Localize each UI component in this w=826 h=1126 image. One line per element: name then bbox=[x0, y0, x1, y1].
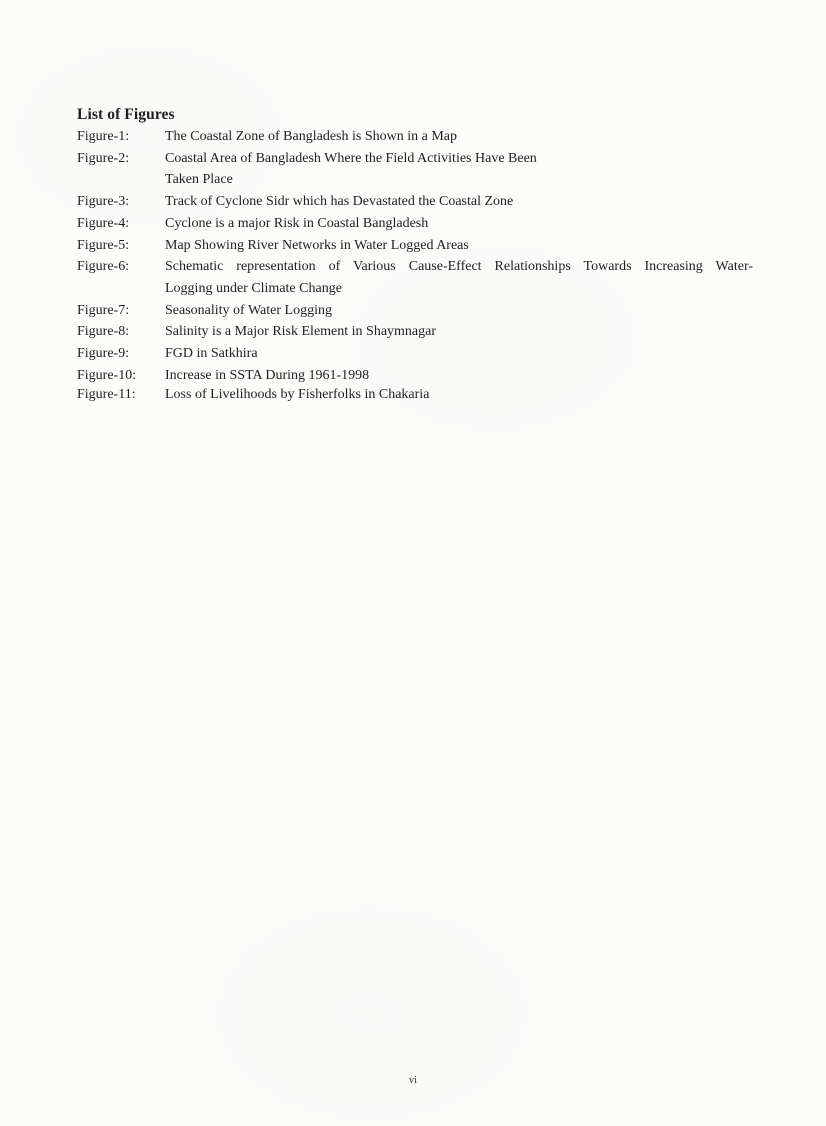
figure-list-item bbox=[77, 365, 753, 387]
figure-description bbox=[165, 386, 753, 404]
figure-description bbox=[165, 365, 753, 387]
figure-list-item bbox=[77, 148, 753, 191]
figure-label: Figure-11: bbox=[77, 387, 136, 403]
figure-description-line: Schematic representation of Various Cause-Effect Relationships Towards Increasing Water- bbox=[165, 259, 753, 275]
figure-label: Figure-9: bbox=[77, 346, 130, 362]
figure-label: Figure-8: bbox=[77, 324, 130, 340]
figure-description-line: Seasonality of Water Logging bbox=[165, 302, 332, 318]
page-number: vi bbox=[408, 1075, 418, 1086]
figure-label: Figure-4: bbox=[77, 215, 130, 231]
figure-description-line: Taken Place bbox=[165, 172, 233, 188]
figure-label: Figure-3: bbox=[77, 194, 130, 210]
figure-description-line: FGD in Satkhira bbox=[165, 346, 258, 362]
figure-description bbox=[165, 191, 753, 213]
figure-description bbox=[165, 321, 753, 343]
figure-description bbox=[165, 300, 753, 322]
figure-description-line: Loss of Livelihoods by Fisherfolks in Chakaria bbox=[165, 387, 430, 403]
figure-description bbox=[165, 256, 753, 299]
figure-description bbox=[165, 343, 753, 365]
figure-list-item bbox=[77, 321, 753, 343]
figure-label: Figure-6: bbox=[77, 259, 130, 275]
figure-list-item bbox=[77, 343, 753, 365]
figure-description bbox=[165, 213, 753, 235]
figure-list-item bbox=[77, 256, 753, 299]
figure-description bbox=[165, 126, 753, 148]
figure-label: Figure-1: bbox=[77, 129, 130, 144]
figure-list-item bbox=[77, 300, 753, 322]
figure-description-line: Track of Cyclone Sidr which has Devastated the Coastal Zone bbox=[165, 194, 514, 210]
figure-description-line: Coastal Area of Bangladesh Where the Field Activities Have Been bbox=[165, 150, 537, 166]
figure-list-item bbox=[77, 213, 753, 235]
figure-list-item bbox=[77, 235, 753, 257]
figure-list-item bbox=[77, 191, 753, 213]
list-of-figures-section bbox=[77, 104, 753, 404]
figure-list bbox=[77, 126, 753, 404]
figure-description-line: The Coastal Zone of Bangladesh is Shown in a Map bbox=[165, 129, 458, 144]
figure-list-item bbox=[77, 386, 753, 404]
figure-description-line: Cyclone is a major Risk in Coastal Bangladesh bbox=[165, 215, 429, 231]
figure-description-line: Increase in SSTA During 1961-1998 bbox=[165, 367, 370, 383]
figure-label: Figure-5: bbox=[77, 237, 130, 253]
figure-label: Figure-2: bbox=[77, 150, 130, 166]
figure-list-item bbox=[77, 126, 753, 148]
figure-description-line: Salinity is a Major Risk Element in Shaymnagar bbox=[165, 324, 437, 340]
figure-description-line: Map Showing River Networks in Water Logged Areas bbox=[165, 237, 469, 253]
figure-label: Figure-10: bbox=[77, 367, 137, 383]
page-title: List of Figures bbox=[77, 106, 175, 123]
figure-label: Figure-7: bbox=[77, 302, 130, 318]
figure-description bbox=[165, 148, 753, 191]
figure-description bbox=[165, 235, 753, 257]
figure-description-line: Logging under Climate Change bbox=[165, 280, 342, 296]
